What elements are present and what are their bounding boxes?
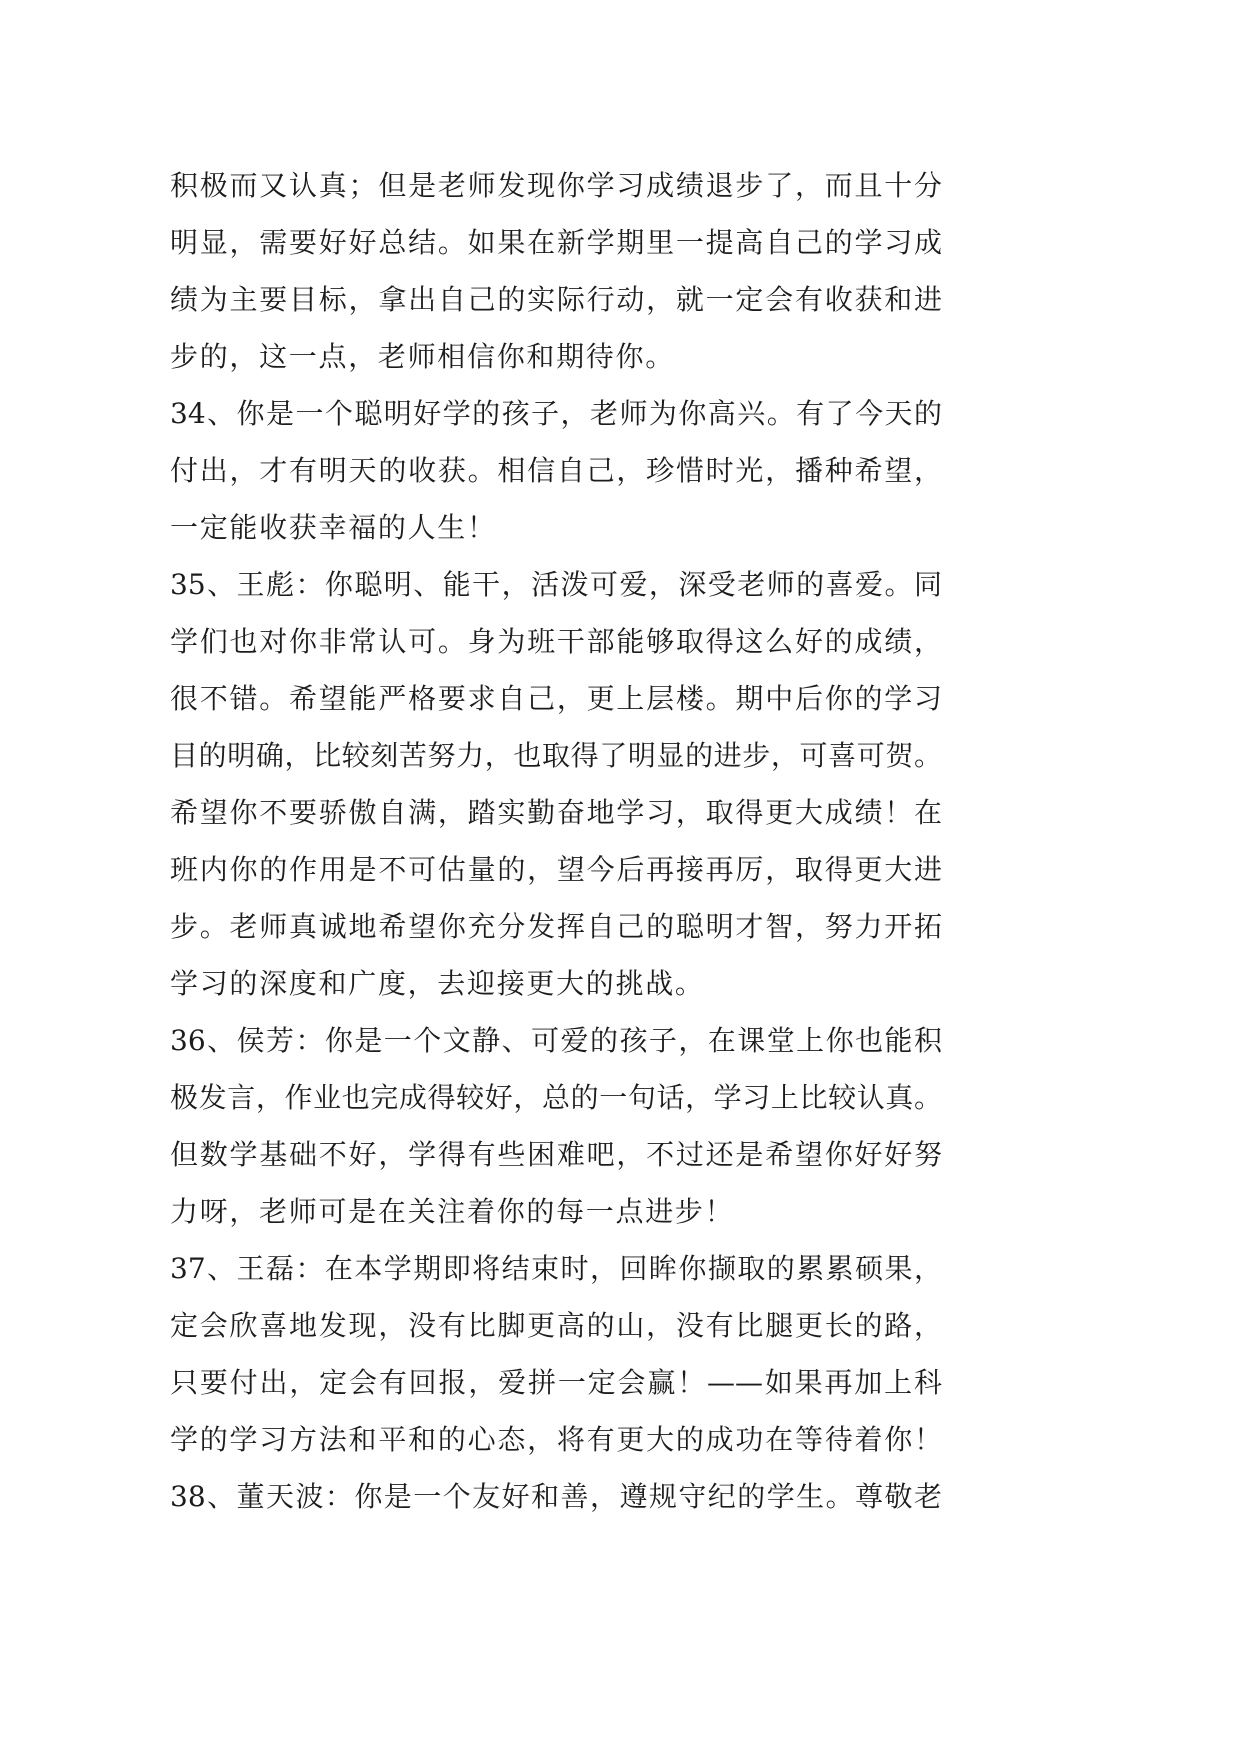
text-line: 定会欣喜地发现，没有比脚更高的山，没有比腿更长的路，: [170, 1309, 942, 1342]
text-line: 学们也对你非常认可。身为班干部能够取得这么好的成绩，: [170, 625, 942, 658]
text-line: 明显，需要好好总结。如果在新学期里一提高自己的学习成: [170, 226, 942, 259]
text-line: 34、你是一个聪明好学的孩子，老师为你高兴。有了今天的: [170, 397, 942, 430]
text-line: 步。老师真诚地希望你充分发挥自己的聪明才智，努力开拓: [170, 910, 942, 943]
text-line: 只要付出，定会有回报，爱拼一定会赢！——如果再加上科: [170, 1366, 942, 1399]
text-line: 步的，这一点，老师相信你和期待你。: [170, 340, 675, 373]
text-line: 37、王磊：在本学期即将结束时，回眸你撷取的累累硕果，: [170, 1252, 942, 1285]
text-line: 学习的深度和广度，去迎接更大的挑战。: [170, 967, 705, 1000]
text-line: 36、侯芳：你是一个文静、可爱的孩子，在课堂上你也能积: [170, 1024, 942, 1057]
text-line: 很不错。希望能严格要求自己，更上层楼。期中后你的学习: [170, 682, 942, 715]
text-line: 班内你的作用是不可估量的，望今后再接再厉，取得更大进: [170, 853, 942, 886]
text-line: 付出，才有明天的收获。相信自己，珍惜时光，播种希望，: [170, 454, 942, 487]
text-line: 35、王彪：你聪明、能干，活泼可爱，深受老师的喜爱。同: [170, 568, 942, 601]
body-text: [170, 157, 942, 1525]
text-line: 极发言，作业也完成得较好，总的一句话，学习上比较认真。: [170, 1081, 942, 1114]
text-line: 但数学基础不好，学得有些困难吧，不过还是希望你好好努: [170, 1138, 942, 1171]
text-line: 38、董天波：你是一个友好和善，遵规守纪的学生。尊敬老: [170, 1480, 942, 1513]
text-line: 一定能收获幸福的人生！: [170, 511, 497, 544]
text-line: 目的明确，比较刻苦努力，也取得了明显的进步，可喜可贺。: [170, 739, 942, 772]
text-line: 积极而又认真；但是老师发现你学习成绩退步了，而且十分: [170, 169, 942, 202]
text-line: 力呀，老师可是在关注着你的每一点进步！: [170, 1195, 735, 1228]
text-line: 绩为主要目标，拿出自己的实际行动，就一定会有收获和进: [170, 283, 942, 316]
text-line: 学的学习方法和平和的心态，将有更大的成功在等待着你！: [170, 1423, 942, 1456]
text-line: 希望你不要骄傲自满，踏实勤奋地学习，取得更大成绩！在: [170, 796, 942, 829]
